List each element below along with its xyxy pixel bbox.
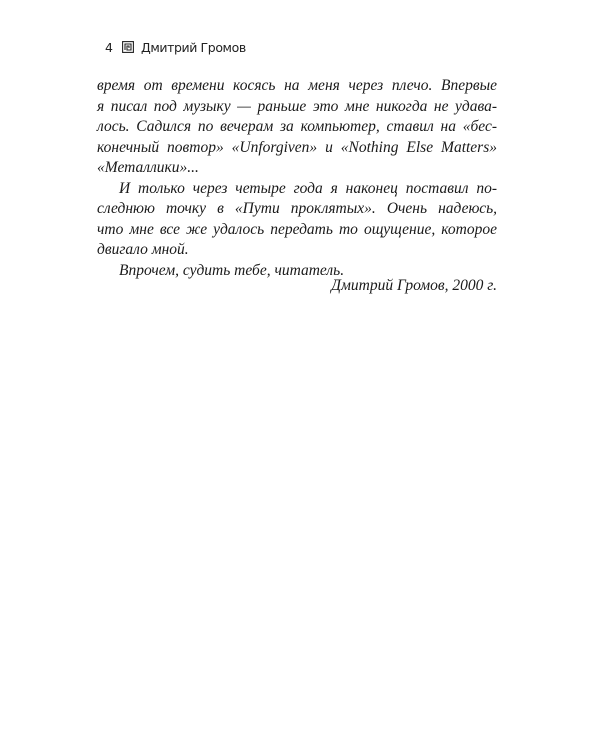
text-line: лось. Садился по вечерам за компьютер, ставил на «бес-	[97, 118, 497, 135]
running-title: Дмитрий Громов	[141, 39, 246, 55]
text-line: «Металлики»...	[97, 159, 199, 176]
text-line: следнюю точку в «Пути проклятых». Очень надеюсь,	[97, 200, 497, 217]
text-line: Впрочем, судить тебе, читатель.	[119, 261, 345, 279]
body-text	[97, 76, 497, 281]
text-line: время от времени косясь на меня через плечо. Впервые	[97, 77, 497, 94]
author-signature: Дмитрий Громов, 2000 г.	[331, 277, 497, 294]
paragraph	[97, 179, 497, 261]
text-line: И только через четыре года я наконец поставил по-	[119, 179, 497, 197]
paragraph	[97, 76, 497, 179]
text-line: двигало мной.	[97, 241, 189, 258]
greek-key-icon	[122, 41, 134, 53]
page-header	[105, 37, 246, 57]
page-number: 4	[105, 39, 113, 55]
text-line: конечный повтор» «Unforgiven» и «Nothing Else Matters»	[97, 138, 497, 156]
text-line: что мне все же удалось передать то ощущение, которое	[97, 220, 497, 238]
text-line: я писал под музыку — раньше это мне никогда не удава-	[97, 97, 497, 115]
